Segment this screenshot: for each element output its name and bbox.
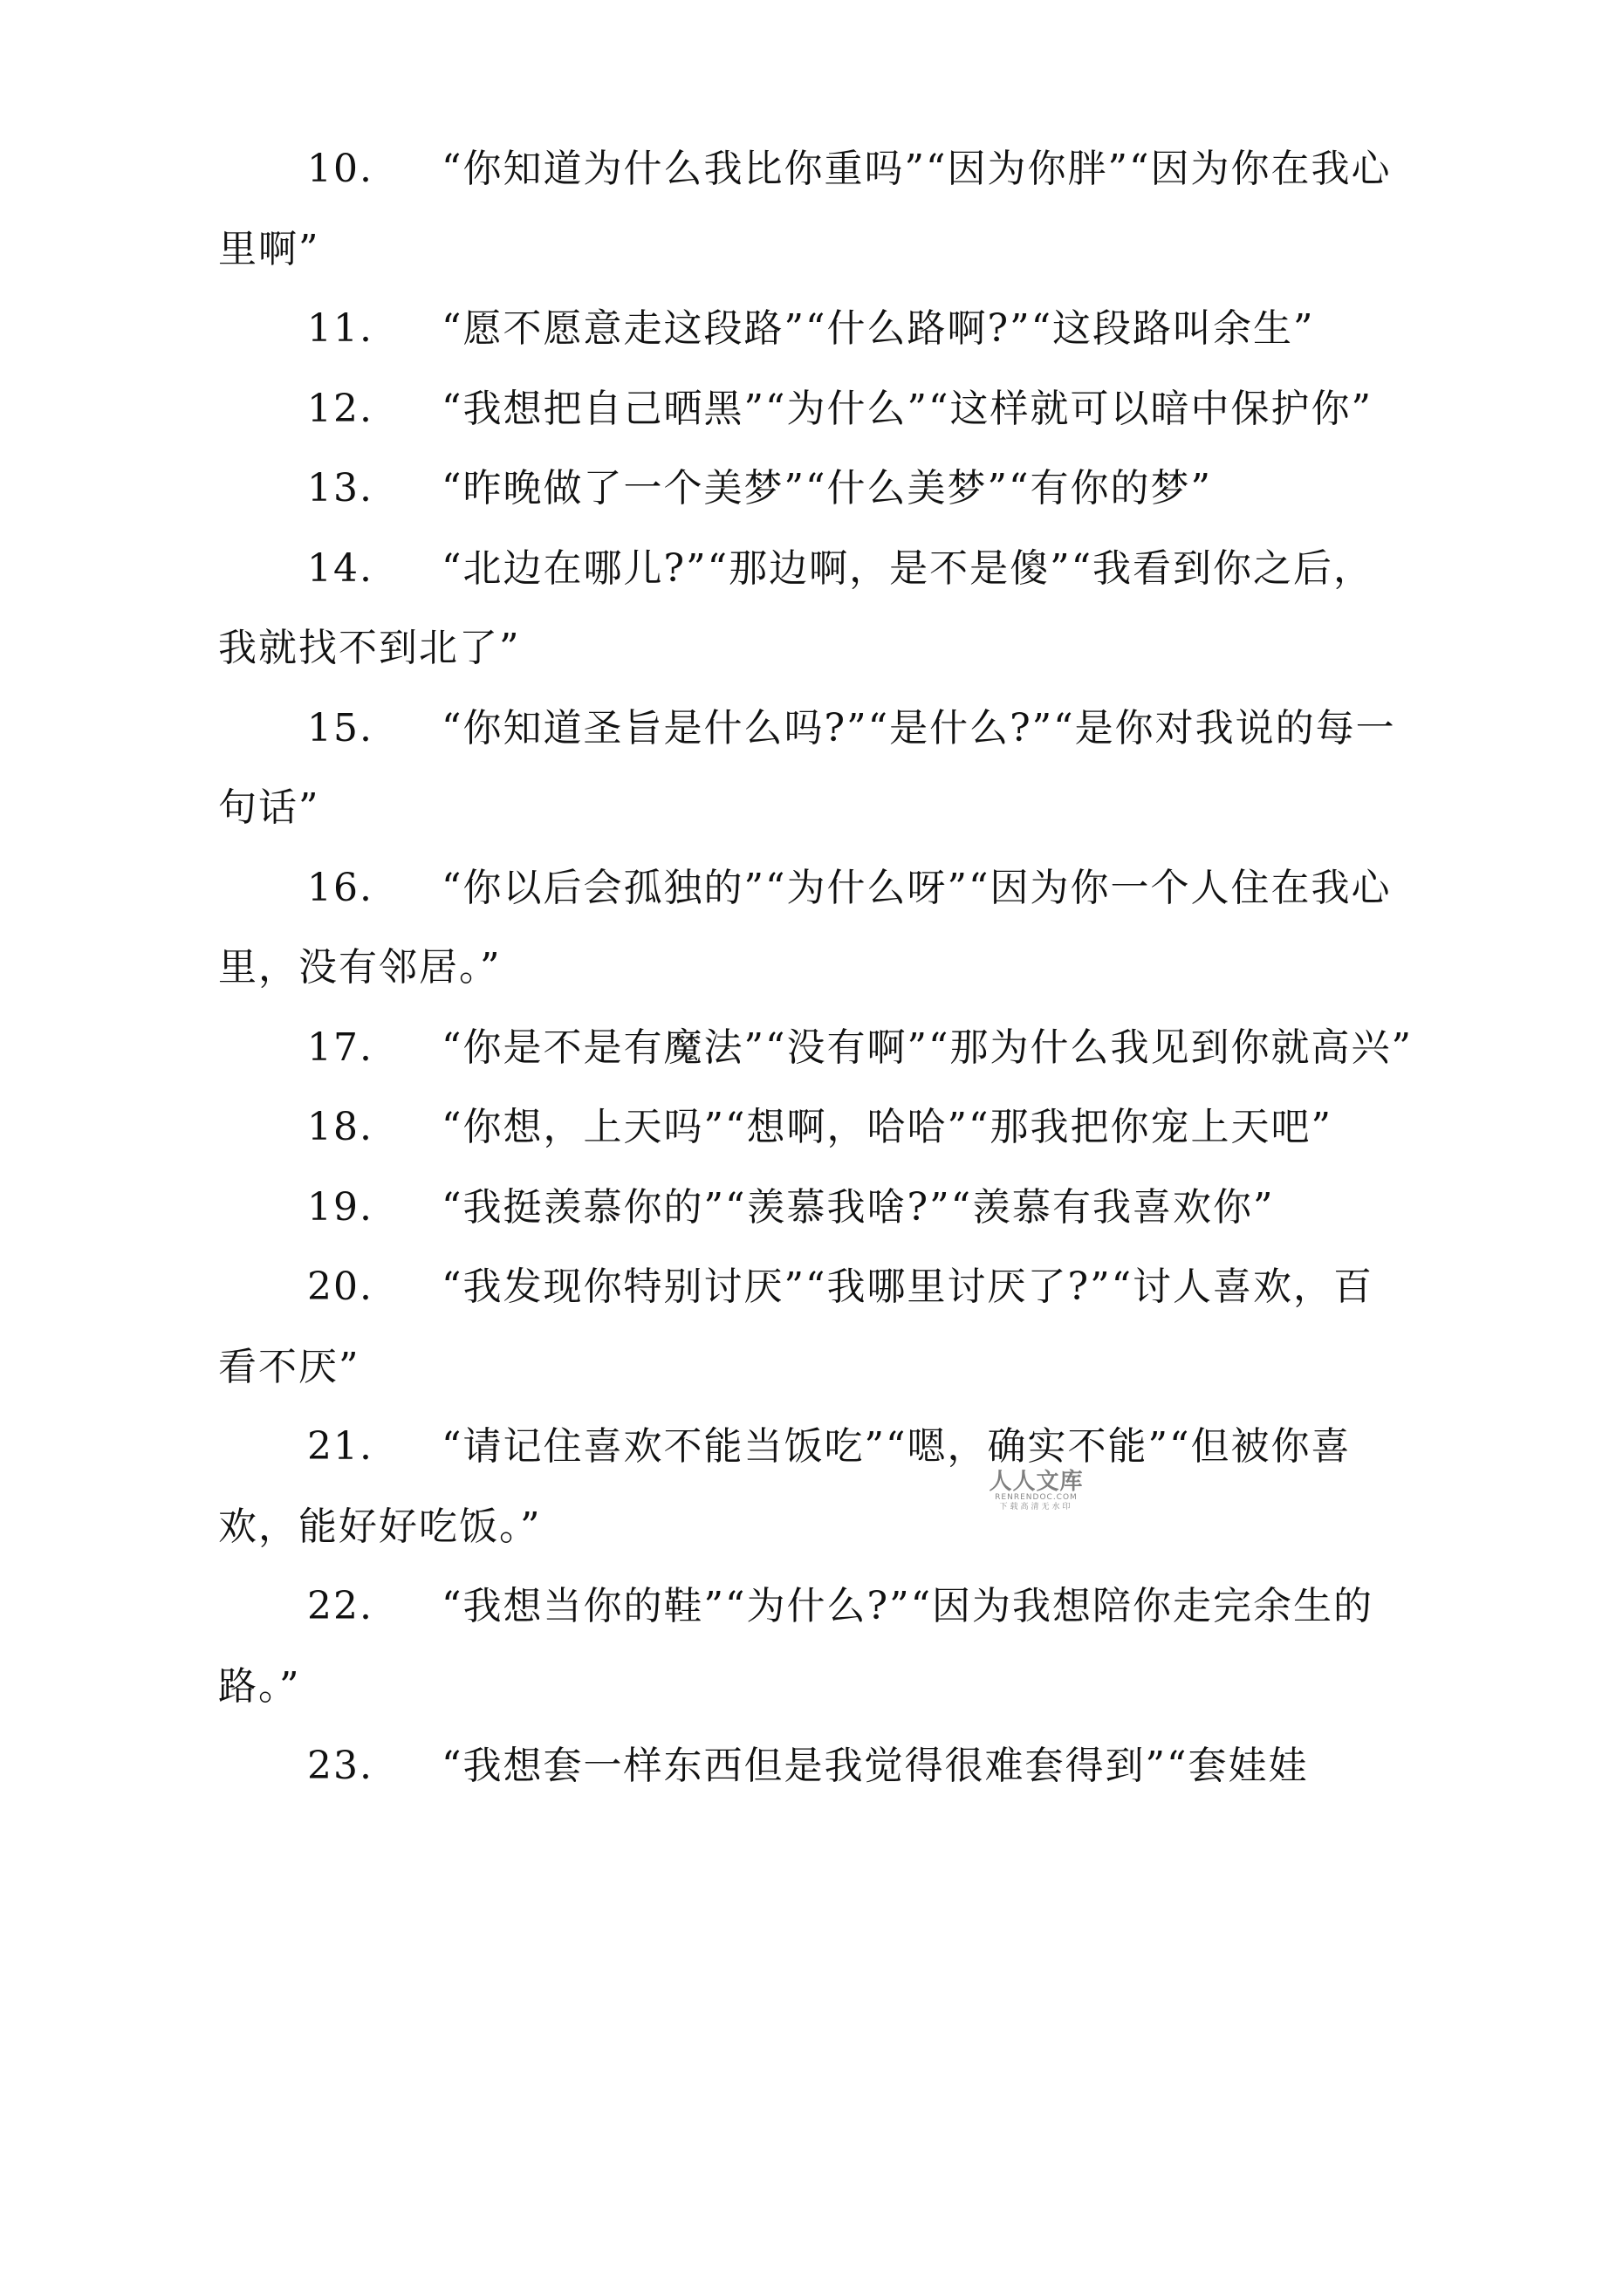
list-item <box>218 289 1414 369</box>
entry-text: “你知道为什么我比你重吗”“因为你胖”“因为你在我心里啊” <box>218 147 1392 271</box>
entry-text: “你知道圣旨是什么吗?”“是什么?”“是你对我说的每一句话” <box>218 705 1396 830</box>
entry-text: “请记住喜欢不能当饭吃”“嗯，确实不能”“但被你喜欢，能好好吃饭。” <box>218 1424 1352 1549</box>
watermark-domain: RENRENDOC.COM <box>995 1493 1078 1502</box>
list-item <box>218 1726 1414 1806</box>
watermark-slogan: 下载高清无水印 <box>999 1503 1073 1511</box>
entry-text: “北边在哪儿?”“那边啊，是不是傻”“我看到你之后，我就找不到北了” <box>218 545 1374 670</box>
entry-text: “昨晚做了一个美梦”“什么美梦”“有你的梦” <box>442 466 1212 511</box>
list-item <box>218 449 1414 529</box>
list-item <box>218 1407 1414 1566</box>
list-item <box>218 1008 1414 1088</box>
entry-list <box>218 129 1414 1806</box>
entry-text: “愿不愿意走这段路”“什么路啊?”“这段路叫余生” <box>442 306 1315 351</box>
list-item <box>218 1087 1414 1168</box>
entry-number: 22. <box>307 1584 373 1628</box>
entry-number: 20. <box>307 1265 373 1309</box>
entry-number: 18. <box>307 1105 373 1149</box>
list-item <box>218 1168 1414 1248</box>
list-item <box>218 1247 1414 1407</box>
entry-number: 13. <box>307 466 373 511</box>
entry-text: “我想把自己晒黑”“为什么”“这样就可以暗中保护你” <box>442 386 1373 431</box>
entry-text: “我想当你的鞋”“为什么?”“因为我想陪你走完余生的路。” <box>218 1584 1374 1709</box>
entry-number: 12. <box>307 386 373 431</box>
list-item <box>218 848 1414 1008</box>
list-item <box>218 369 1414 449</box>
entry-text: “你以后会孤独的”“为什么呀”“因为你一个人住在我心里，没有邻居。” <box>218 865 1392 990</box>
list-item <box>218 1566 1414 1726</box>
entry-number: 16. <box>307 865 373 910</box>
entry-number: 19. <box>307 1184 373 1230</box>
watermark-logo: 人人文库 <box>989 1469 1084 1495</box>
entry-number: 14. <box>307 545 373 591</box>
entry-text: “你是不是有魔法”“没有啊”“那为什么我见到你就高兴” <box>442 1025 1413 1070</box>
entry-number: 10. <box>307 147 373 191</box>
list-item <box>218 529 1414 689</box>
entry-number: 21. <box>307 1424 373 1469</box>
entry-number: 17. <box>307 1025 373 1070</box>
entry-text: “我发现你特别讨厌”“我哪里讨厌了?”“讨人喜欢，百看不厌” <box>218 1265 1374 1389</box>
entry-text: “你想，上天吗”“想啊，哈哈”“那我把你宠上天吧” <box>442 1105 1332 1149</box>
list-item <box>218 689 1414 848</box>
entry-number: 23. <box>307 1744 373 1788</box>
entry-text: “我想套一样东西但是我觉得很难套得到”“套娃娃 <box>442 1744 1309 1788</box>
entry-number: 15. <box>307 705 373 750</box>
entry-text: “我挺羡慕你的”“羡慕我啥?”“羡慕有我喜欢你” <box>442 1184 1275 1230</box>
entry-number: 11. <box>307 306 373 351</box>
list-item <box>218 129 1414 289</box>
